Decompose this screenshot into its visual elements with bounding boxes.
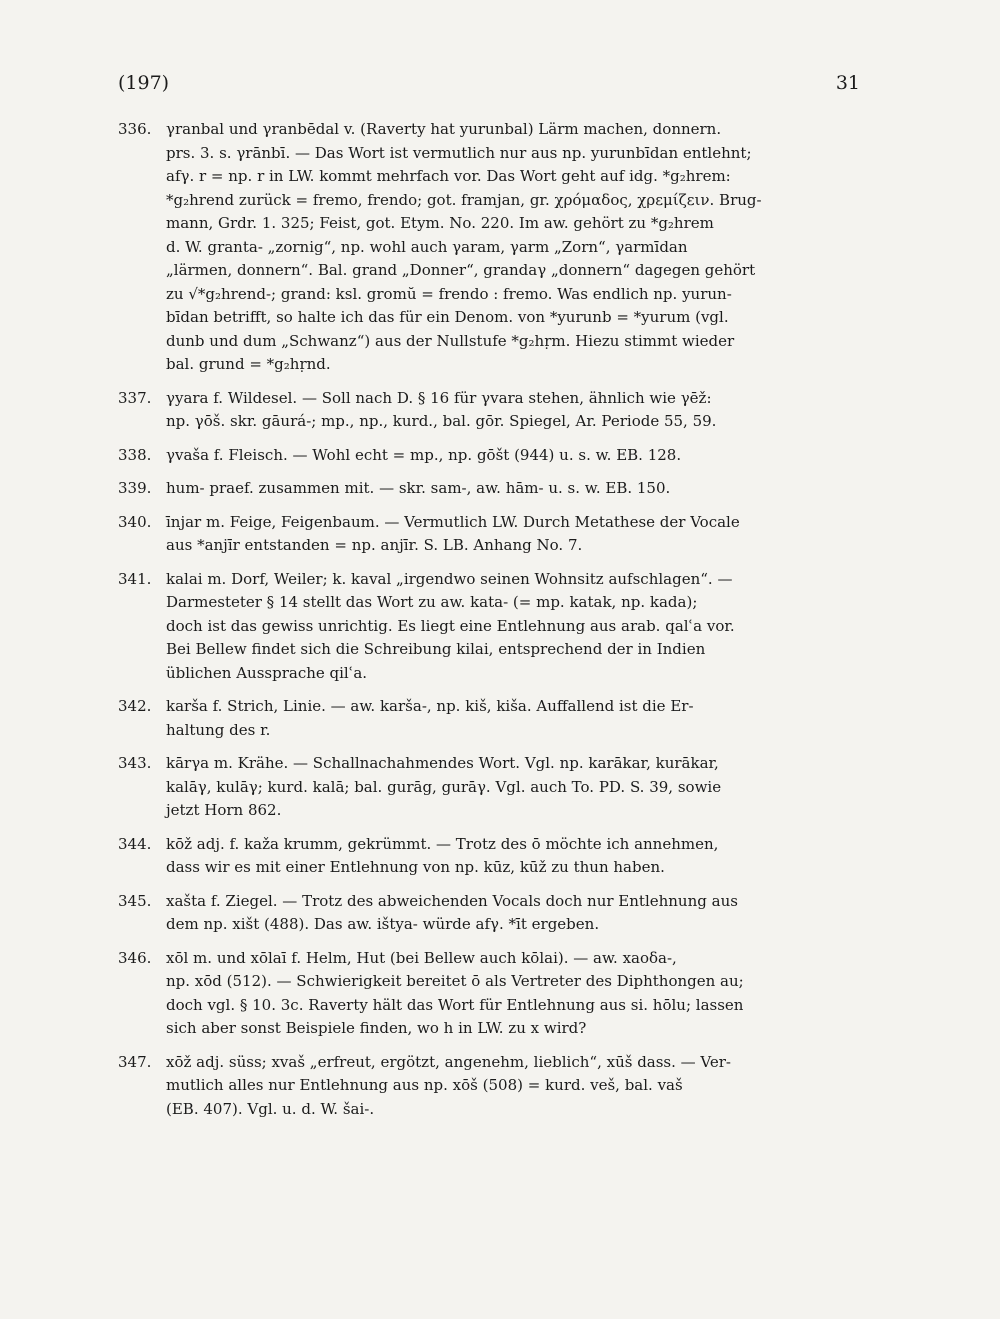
page-number: 31 bbox=[835, 72, 860, 94]
entry-338 bbox=[118, 444, 866, 468]
entry-number: 339. bbox=[118, 479, 152, 497]
entry-list bbox=[118, 118, 866, 1131]
entry-347 bbox=[118, 1051, 866, 1122]
entry-first-line bbox=[118, 890, 866, 914]
entry-first-line bbox=[118, 511, 866, 535]
entry-number: 347. bbox=[118, 1052, 152, 1071]
entry-line: aus *anjīr entstanden = np. anjīr. S. LB. Anhang No. 7. bbox=[166, 536, 583, 554]
entry-number: 343. bbox=[118, 754, 152, 772]
entry-345 bbox=[118, 890, 866, 937]
entry-line: haltung des r. bbox=[166, 720, 271, 739]
entry-340 bbox=[118, 511, 866, 558]
entry-text: γvaša f. Fleisch. — Wohl echt = mp., np. gōšt (944) u. s. w. EB. 128. bbox=[166, 445, 682, 464]
entry-336 bbox=[118, 118, 866, 377]
entry-first-line bbox=[118, 568, 866, 592]
entry-text: xašta f. Ziegel. — Trotz des abweichenden Vocals doch nur Entlehnung aus bbox=[166, 891, 738, 910]
entry-line: bal. grund = *g₂hṛnd. bbox=[166, 355, 331, 373]
entry-line: np. xōd (512). — Schwierigkeit bereitet ō als Vertreter des Diphthongen au; bbox=[166, 972, 744, 990]
entry-line: (EB. 407). Vgl. u. d. W. šai-. bbox=[166, 1099, 375, 1118]
entry-number: 336. bbox=[118, 120, 152, 138]
entry-line: jetzt Horn 862. bbox=[166, 801, 282, 819]
entry-line: dass wir es mit einer Entlehnung von np. kūz, kūž zu thun haben. bbox=[166, 858, 665, 876]
entry-line: np. γōš. skr. gāurá-; mp., np., kurd., bal. gōr. Spiegel, Ar. Periode 55, 59. bbox=[166, 412, 717, 430]
entry-text: hum- praef. zusammen mit. — skr. sam-, aw. hām- u. s. w. EB. 150. bbox=[166, 479, 671, 497]
entry-line: bīdan betrifft, so halte ich das für ein Denom. von *yurunb = *yurum (vgl. bbox=[166, 308, 729, 326]
entry-first-line bbox=[118, 947, 866, 971]
entry-341 bbox=[118, 568, 866, 686]
entry-number: 341. bbox=[118, 569, 152, 588]
entry-line: mutlich alles nur Entlehnung aus np. xōš (508) = kurd. veš, bal. vaš bbox=[166, 1076, 683, 1094]
entry-text: γyara f. Wildesel. — Soll nach D. § 16 für γvara stehen, ähnlich wie γēž: bbox=[166, 388, 712, 407]
entry-first-line bbox=[118, 477, 866, 501]
entry-text: kōž adj. f. kaža krumm, gekrümmt. — Trotz des ō möchte ich annehmen, bbox=[166, 834, 719, 853]
entry-text: γranbal und γranbēdal v. (Raverty hat yurunbal) Lärm machen, donnern. bbox=[166, 120, 722, 138]
entry-text: karša f. Strich, Linie. — aw. karša-, np. kiš, kiša. Auffallend ist die Er- bbox=[166, 697, 694, 715]
entry-number: 344. bbox=[118, 834, 152, 853]
entry-line: sich aber sonst Beispiele finden, wo h in LW. zu x wird? bbox=[166, 1019, 587, 1037]
entry-text: xōž adj. süss; xvaš „erfreut, ergötzt, angenehm, lieblich“, xūš dass. — Ver- bbox=[166, 1052, 732, 1071]
entry-first-line bbox=[118, 1051, 866, 1075]
entry-line: doch vgl. § 10. 3c. Raverty hält das Wort für Entlehnung aus si. hōlu; lassen bbox=[166, 995, 744, 1014]
entry-text: xōl m. und xōlaī f. Helm, Hut (bei Bellew auch kōlai). — aw. xaoδa-, bbox=[166, 948, 677, 967]
entry-line: d. W. granta- „zornig“, np. wohl auch γaram, γarm „Zorn“, γarmīdan bbox=[166, 237, 688, 256]
entry-number: 346. bbox=[118, 948, 152, 967]
entry-line: *g₂hrend zurück = fremo, frendo; got. framjan, gr. χρόμαδος, χρεμίζειν. Brug- bbox=[166, 190, 762, 209]
entry-346 bbox=[118, 947, 866, 1041]
entry-line: Bei Bellew findet sich die Schreibung kilai, entsprechend der in Indien bbox=[166, 640, 706, 658]
entry-number: 337. bbox=[118, 388, 152, 407]
entry-number: 338. bbox=[118, 445, 152, 464]
entry-line: „lärmen, donnern“. Bal. grand „Donner“, grandaγ „donnern“ dagegen gehört bbox=[166, 261, 756, 279]
entry-line: prs. 3. s. γrānbī. — Das Wort ist vermutlich nur aus np. yurunbīdan entlehnt; bbox=[166, 143, 752, 162]
entry-number: 345. bbox=[118, 891, 152, 910]
entry-first-line bbox=[118, 752, 866, 776]
entry-first-line bbox=[118, 695, 866, 719]
entry-344 bbox=[118, 833, 866, 880]
entry-first-line bbox=[118, 833, 866, 857]
entry-first-line bbox=[118, 444, 866, 468]
entry-342 bbox=[118, 695, 866, 742]
entry-line: afγ. r = np. r in LW. kommt mehrfach vor. Das Wort geht auf idg. *g₂hrem: bbox=[166, 167, 731, 185]
entry-339 bbox=[118, 477, 866, 501]
entry-line: dunb und dum „Schwanz“) aus der Nullstufe *g₂hṛm. Hiezu stimmt wieder bbox=[166, 331, 735, 350]
entry-number: 340. bbox=[118, 512, 152, 531]
entry-text: kalai m. Dorf, Weiler; k. kaval „irgendwo seinen Wohnsitz aufschlagen“. — bbox=[166, 569, 733, 588]
entry-line: dem np. xišt (488). Das aw. ištya- würde afγ. *īt ergeben. bbox=[166, 915, 600, 933]
entry-line: Darmesteter § 14 stellt das Wort zu aw. kata- (= mp. katak, np. kada); bbox=[166, 593, 698, 611]
entry-line: üblichen Aussprache qilʿa. bbox=[166, 663, 368, 682]
entry-line: doch ist das gewiss unrichtig. Es liegt eine Entlehnung aus arab. qalʿa vor. bbox=[166, 616, 735, 635]
entry-343 bbox=[118, 752, 866, 823]
entry-line: mann, Grdr. 1. 325; Feist, got. Etym. No. 220. Im aw. gehört zu *g₂hrem bbox=[166, 214, 714, 232]
entry-text: īnjar m. Feige, Feigenbaum. — Vermutlich LW. Durch Metathese der Vocale bbox=[166, 512, 740, 531]
entry-number: 342. bbox=[118, 697, 152, 715]
entry-first-line bbox=[118, 387, 866, 411]
page-section-number: (197) bbox=[118, 72, 170, 94]
entry-line: zu √*g₂hrend-; grand: ksl. gromŭ = frendo : fremo. Was endlich np. yurun- bbox=[166, 284, 732, 303]
entry-line: kalāγ, kulāγ; kurd. kalā; bal. gurāg, gurāγ. Vgl. auch To. PD. S. 39, sowie bbox=[166, 777, 722, 796]
entry-text: kārγa m. Krähe. — Schallnachahmendes Wort. Vgl. np. karākar, kurākar, bbox=[166, 754, 719, 772]
entry-337 bbox=[118, 387, 866, 434]
entry-first-line bbox=[118, 118, 866, 142]
